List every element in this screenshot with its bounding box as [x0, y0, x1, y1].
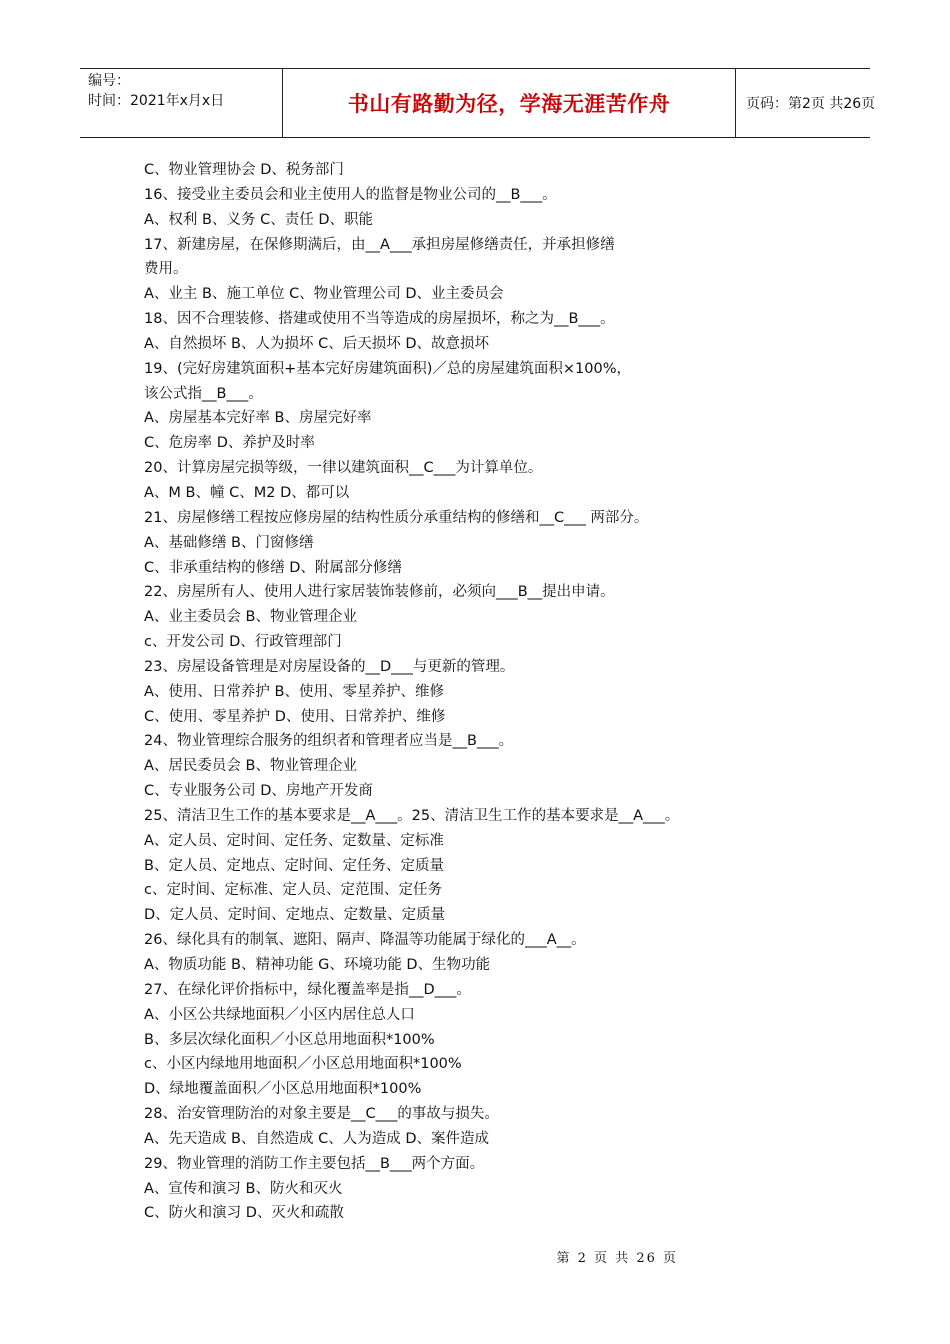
text-line: A、小区公共绿地面积／小区内居住总人口 [144, 1006, 415, 1023]
text-line: B、多层次绿化面积／小区总用地面积*100% [144, 1031, 435, 1048]
text-line: A、宣传和演习 B、防火和灭火 [144, 1180, 343, 1197]
text-line: C、使用、零星养护 D、使用、日常养护、维修 [144, 708, 446, 725]
text-line: 29、物业管理的消防工作主要包括__B___两个方面。 [144, 1155, 485, 1172]
text-line: 23、房屋设备管理是对房屋设备的__D___与更新的管理。 [144, 658, 515, 675]
text-line: C、危房率 D、养护及时率 [144, 435, 315, 452]
text-line: C、防火和演习 D、灭火和疏散 [144, 1205, 344, 1222]
document-time-label: 时间：2021年x月x日 [88, 93, 225, 109]
text-line: A、自然损坏 B、人为损坏 C、后天损坏 D、故意损坏 [144, 335, 489, 352]
text-line: 28、治安管理防治的对象主要是__C___的事故与损失。 [144, 1106, 499, 1123]
text-line: A、权利 B、义务 C、责任 D、职能 [144, 211, 373, 228]
text-line: c、小区内绿地用地面积／小区总用地面积*100% [144, 1056, 462, 1073]
text-line: C、专业服务公司 D、房地产开发商 [144, 783, 373, 800]
text-line: 27、在绿化评价指标中，绿化覆盖率是指__D___。 [144, 981, 471, 998]
text-line: c、开发公司 D、行政管理部门 [144, 634, 342, 651]
document-body [144, 158, 784, 1226]
text-line: D、绿地覆盖面积／小区总用地面积*100% [144, 1081, 422, 1098]
text-line: 17、新建房屋，在保修期满后，由__A___承担房屋修缮责任，并承担修缮 [144, 236, 615, 253]
document-number-label: 编号： [88, 73, 130, 89]
text-line: A、居民委员会 B、物业管理企业 [144, 758, 357, 775]
page-footer [0, 1247, 950, 1266]
text-line: A、基础修缮 B、门窗修缮 [144, 534, 314, 551]
text-line: 26、绿化具有的制氧、遮阳、隔声、降温等功能属于绿化的___A__。 [144, 932, 586, 949]
text-line: A、业主委员会 B、物业管理企业 [144, 609, 357, 626]
text-line: 16、接受业主委员会和业主使用人的监督是物业公司的__B___。 [144, 186, 557, 203]
text-line: A、M B、幢 C、M2 D、都可以 [144, 484, 350, 501]
text-line: A、使用、日常养护 B、使用、零星养护、维修 [144, 683, 444, 700]
text-line: A、业主 B、施工单位 C、物业管理公司 D、业主委员会 [144, 286, 504, 303]
text-line: C、物业管理协会 D、税务部门 [144, 162, 344, 178]
text-line: 18、因不合理装修、搭建或使用不当等造成的房屋损坏，称之为__B___。 [144, 311, 615, 328]
header-page-label: 页码：第2页 共26页 [746, 96, 876, 112]
text-line: A、定人员、定时间、定任务、定数量、定标准 [144, 832, 444, 849]
text-line: 22、房屋所有人、使用人进行家居装饰装修前，必须向___B__提出申请。 [144, 584, 615, 601]
text-line: 20、计算房屋完损等级，一律以建筑面积__C___为计算单位。 [144, 460, 543, 477]
footer-page-number: 第 2 页 共 26 页 [556, 1251, 678, 1266]
text-line: 19、(完好房建筑面积+基本完好房建筑面积)／总的房屋建筑面积×100%， [144, 360, 632, 377]
text-line: B、定人员、定地点、定时间、定任务、定质量 [144, 857, 444, 874]
text-line: A、物质功能 B、精神功能 G、环境功能 D、生物功能 [144, 957, 491, 973]
text-line: 费用。 [144, 261, 188, 278]
header-meta [80, 69, 282, 139]
text-line: A、房屋基本完好率 B、房屋完好率 [144, 410, 372, 427]
text-line: 25、清洁卫生工作的基本要求是__A___。25、清洁卫生工作的基本要求是__A___。 [144, 807, 680, 824]
text-line: D、定人员、定时间、定地点、定数量、定质量 [144, 907, 446, 924]
text-line: A、先天造成 B、自然造成 C、人为造成 D、案件造成 [144, 1130, 489, 1147]
text-line: 该公式指__B___。 [144, 385, 263, 402]
text-line: C、非承重结构的修缮 D、附属部分修缮 [144, 559, 402, 576]
page-header [80, 68, 876, 138]
text-line: 21、房屋修缮工程按应修房屋的结构性质分承重结构的修缮和__C___ 两部分。 [144, 509, 649, 526]
text-line: c、定时间、定标准、定人员、定范围、定任务 [144, 882, 442, 899]
header-motto: 书山有路勤为径，学海无涯苦作舟 [282, 69, 736, 137]
text-line: 24、物业管理综合服务的组织者和管理者应当是__B___。 [144, 733, 514, 750]
